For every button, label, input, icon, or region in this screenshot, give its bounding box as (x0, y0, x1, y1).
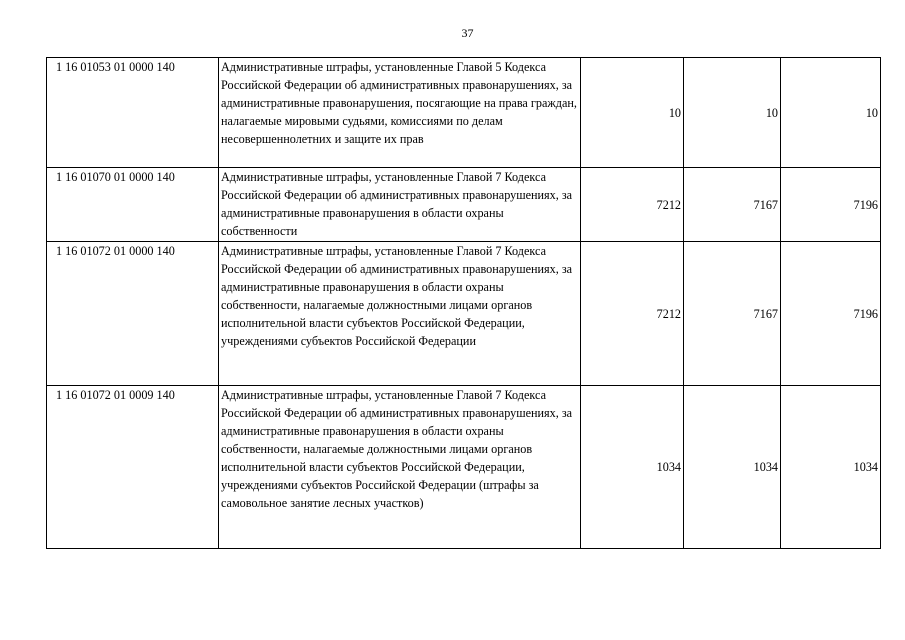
amount-cell-year-1: 7212 (581, 242, 684, 386)
table-row (47, 242, 881, 386)
description-cell: Административные штрафы, установленные Главой 7 Кодекса Российской Федерации об административных правонарушениях, за административные правонарушения в области охраны собственности (219, 168, 581, 242)
amount-cell-year-3: 10 (781, 58, 881, 168)
description-cell: Административные штрафы, установленные Главой 7 Кодекса Российской Федерации об административных правонарушениях, за административные правонарушения в области охраны собственности, налагаемые должностными лицами органов исполнительной власти субъектов Российской Федерации, учреждениями субъектов Российской Федерации (штрафы за самовольное занятие лесных участков) (219, 386, 581, 549)
budget-code-cell: 1 16 01072 01 0009 140 (47, 386, 219, 549)
amount-cell-year-3: 1034 (781, 386, 881, 549)
amount-cell-year-2: 7167 (684, 168, 781, 242)
amount-cell-year-2: 10 (684, 58, 781, 168)
amount-cell-year-3: 7196 (781, 242, 881, 386)
amount-cell-year-2: 1034 (684, 386, 781, 549)
table-row (47, 386, 881, 549)
description-cell: Административные штрафы, установленные Главой 7 Кодекса Российской Федерации об административных правонарушениях, за административные правонарушения в области охраны собственности, налагаемые должностными лицами органов исполнительной власти субъектов Российской Федерации, учреждениями субъектов Российской Федерации (219, 242, 581, 386)
amount-cell-year-2: 7167 (684, 242, 781, 386)
table-row (47, 168, 881, 242)
budget-code-cell: 1 16 01053 01 0000 140 (47, 58, 219, 168)
description-cell: Административные штрафы, установленные Главой 5 Кодекса Российской Федерации об административных правонарушениях, за административные правонарушения, посягающие на права граждан, налагаемые мировыми судьями, комиссиями по делам несовершеннолетних и защите их прав (219, 58, 581, 168)
budget-code-cell: 1 16 01072 01 0000 140 (47, 242, 219, 386)
budget-code-cell: 1 16 01070 01 0000 140 (47, 168, 219, 242)
amount-cell-year-1: 7212 (581, 168, 684, 242)
amount-cell-year-1: 1034 (581, 386, 684, 549)
budget-revenue-table (46, 57, 881, 549)
amount-cell-year-3: 7196 (781, 168, 881, 242)
amount-cell-year-1: 10 (581, 58, 684, 168)
page-number: 37 (461, 26, 474, 40)
table-row (47, 58, 881, 168)
